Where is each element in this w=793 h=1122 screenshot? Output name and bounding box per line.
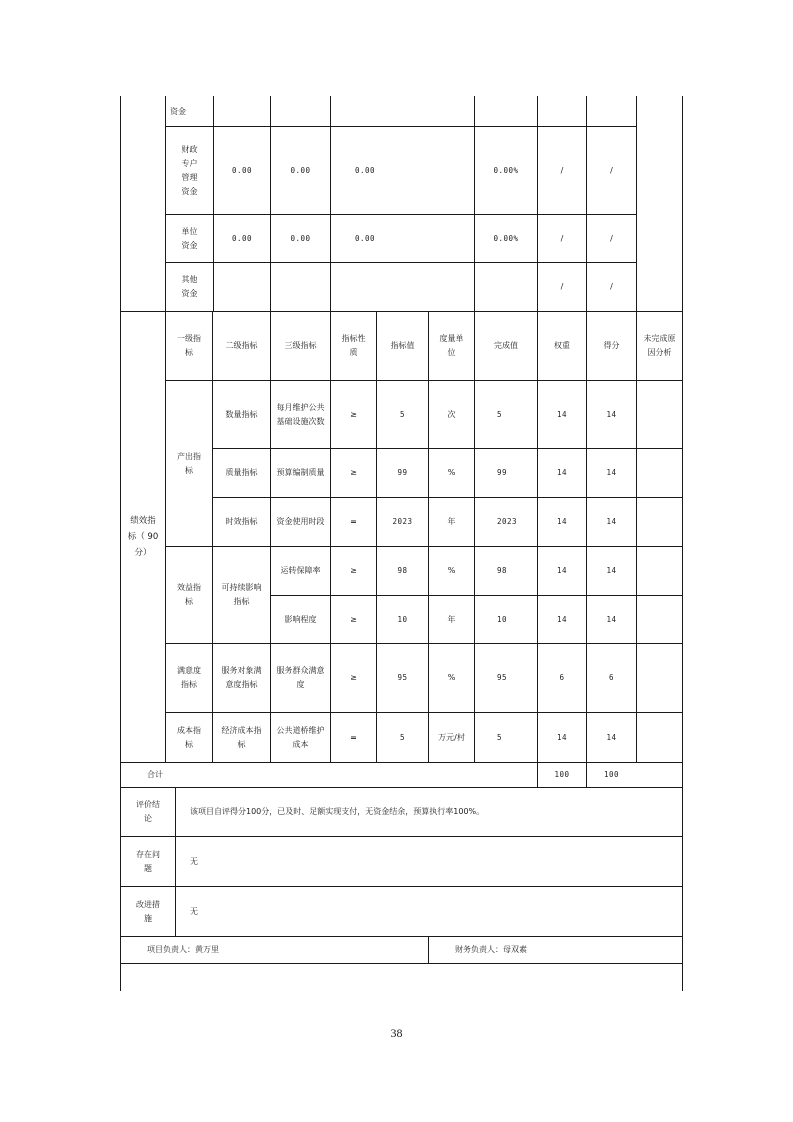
fund-budget-cell: 0.00	[231, 165, 253, 175]
fund-rate-cell: 0.00%	[493, 165, 519, 175]
fund-executed-cell: 0.00	[290, 233, 311, 243]
page-number: 38	[390, 1026, 403, 1040]
level1-output: 产出指标	[177, 451, 201, 475]
indicator-unit: 年	[447, 614, 456, 624]
indicator-completed: 5	[497, 732, 503, 742]
level2-quantity: 数量指标	[225, 409, 258, 419]
fund-budget-cell: 0.00	[231, 233, 253, 243]
header-nature: 指标性质	[341, 334, 366, 357]
header-reason: 未完成原因分析	[643, 334, 676, 357]
issues-text: 无	[190, 856, 198, 866]
issues-label: 存在问题	[136, 849, 160, 873]
indicator-score: 14	[606, 468, 617, 477]
indicator-unit: %	[447, 566, 456, 575]
indicator-unit: 年	[447, 517, 456, 526]
indicator-weight: 14	[556, 566, 568, 575]
fund-source-cell: 单位资金	[181, 226, 198, 250]
fund-score-cell: /	[560, 233, 564, 243]
indicator-score: 14	[606, 566, 617, 575]
header-score: 得分	[603, 341, 620, 350]
indicator-level3: 运转保障率	[280, 566, 321, 575]
indicator-nature: ≥	[350, 468, 357, 477]
indicator-nature: ≥	[350, 566, 357, 575]
conclusion-label: 评价结论	[136, 800, 160, 823]
fund-score-cell: /	[560, 282, 564, 291]
header-level3: 三级指标	[284, 341, 317, 350]
indicator-unit: 万元/村	[438, 732, 465, 742]
indicator-value: 10	[397, 614, 408, 624]
conclusion-text: 该项目自评得分100分，已及时、足额实现支付，无资金结余，预算执行率100%。	[190, 807, 485, 816]
level2-service-satisfaction: 服务对象满意度指标	[221, 666, 262, 689]
level2-economic-cost: 经济成本指标	[221, 725, 262, 749]
performance-section-label: 绩效指标（ 90分）	[127, 516, 159, 558]
indicator-score: 14	[606, 614, 617, 624]
indicator-level3: 每月维护公共基础设施次数	[276, 402, 325, 426]
header-level1: 一级指标	[177, 334, 201, 357]
indicator-level3: 预算编制质量	[276, 468, 325, 477]
indicator-completed: 99	[497, 468, 508, 477]
fund-executed-cell: 0.00	[290, 165, 311, 175]
header-weight: 权重	[554, 341, 570, 350]
measures-text: 无	[190, 906, 198, 916]
header-level2: 二级指标	[225, 341, 258, 350]
indicator-score: 14	[606, 732, 617, 742]
level1-cost: 成本指标	[177, 725, 201, 749]
indicator-value: 5	[399, 732, 405, 742]
measures-label: 改进措施	[136, 899, 160, 923]
fund-weight-cell: /	[610, 165, 613, 175]
indicator-unit: %	[447, 468, 456, 477]
fund-weight-cell: /	[610, 282, 613, 291]
indicator-weight: 14	[556, 409, 568, 419]
level1-satisfaction: 满意度指标	[177, 666, 201, 689]
level2-quality: 质量指标	[225, 468, 258, 477]
funds-label-top: 资金	[170, 106, 186, 116]
indicator-weight: 6	[559, 673, 565, 682]
indicator-weight: 14	[556, 732, 568, 742]
fund-source-cell: 财政专户管理资金	[181, 144, 198, 196]
indicator-score: 14	[606, 517, 617, 526]
indicator-score: 14	[606, 409, 617, 419]
indicator-nature: ≥	[350, 614, 357, 624]
header-value: 指标值	[390, 341, 415, 350]
indicator-nature: ≥	[350, 409, 357, 419]
level2-timeliness: 时效指标	[225, 517, 258, 526]
indicator-completed: 10	[497, 614, 508, 624]
fund-actual-cell: 0.00	[355, 233, 376, 243]
finance-lead-signature: 财务负责人：母双素	[455, 945, 527, 954]
indicator-level3: 影响程度	[284, 614, 317, 624]
total-label: 合计	[147, 770, 163, 779]
total-weight: 100	[554, 770, 570, 779]
fund-actual-cell: 0.00	[355, 165, 376, 175]
indicator-completed: 2023	[497, 517, 518, 526]
indicator-weight: 14	[556, 468, 568, 477]
indicator-value: 5	[399, 409, 405, 419]
header-unit: 度量单位	[439, 334, 464, 357]
indicator-completed: 95	[497, 673, 508, 682]
level2-sustainability: 可持续影响指标	[221, 583, 262, 606]
indicator-level3: 服务群众满意度	[276, 666, 325, 689]
indicator-completed: 5	[497, 409, 503, 419]
indicator-weight: 14	[556, 517, 568, 526]
indicator-completed: 98	[497, 566, 508, 575]
total-score: 100	[603, 770, 620, 779]
indicator-nature: =	[350, 732, 357, 742]
indicator-level3: 公共道桥维护成本	[276, 725, 325, 749]
indicator-value: 99	[397, 468, 408, 477]
indicator-nature: ≥	[350, 673, 357, 682]
indicator-value: 2023	[392, 517, 413, 526]
indicator-weight: 14	[556, 614, 568, 624]
project-lead-signature: 项目负责人：黄万里	[147, 945, 219, 954]
indicator-nature: =	[350, 517, 357, 526]
level1-benefit: 效益指标	[177, 583, 201, 606]
fund-source-cell: 其他资金	[181, 275, 198, 298]
header-completed: 完成值	[494, 341, 518, 350]
fund-weight-cell: /	[610, 233, 613, 243]
fund-rate-cell: 0.00%	[493, 233, 519, 243]
fund-score-cell: /	[560, 165, 564, 175]
indicator-value: 98	[397, 566, 408, 575]
indicator-value: 95	[397, 673, 408, 682]
indicator-unit: %	[447, 673, 456, 682]
indicator-score: 6	[608, 673, 614, 682]
indicator-level3: 资金使用时段	[276, 517, 325, 526]
indicator-unit: 次	[447, 409, 456, 419]
